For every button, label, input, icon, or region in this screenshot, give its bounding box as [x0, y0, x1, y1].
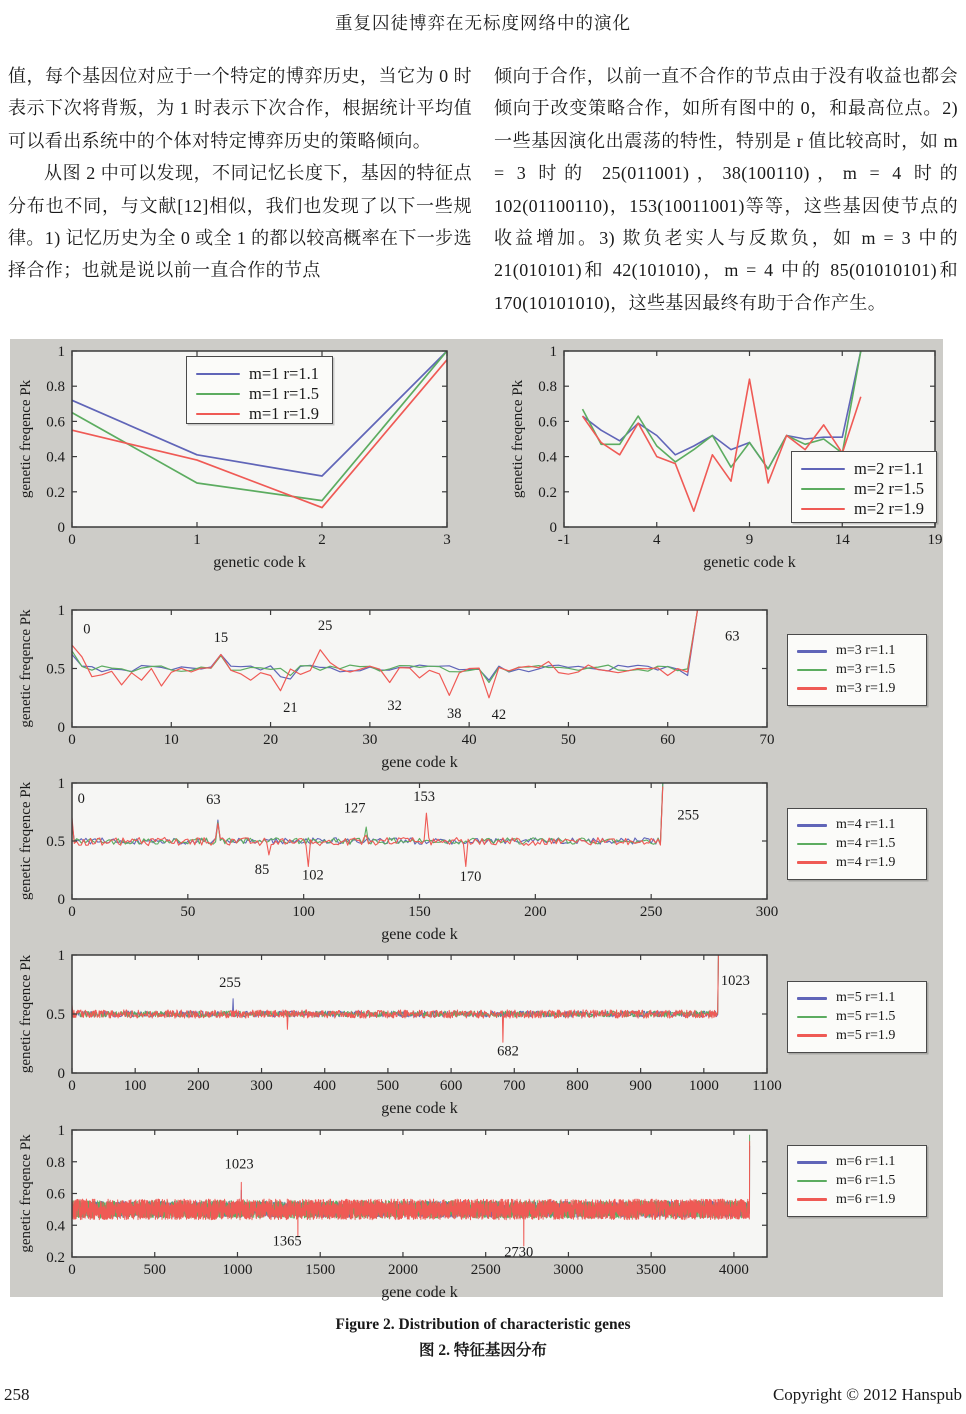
legend-item [797, 990, 917, 1006]
x-axis-label: genetic code k [213, 554, 306, 571]
legend-item [797, 662, 917, 678]
figure-caption-en: Figure 2. Distribution of characteristic genes [335, 1316, 631, 1333]
annotation-label: 153 [413, 788, 436, 805]
paragraph: 从图 2 中可以发现，不同记忆长度下，基因的特征点分布也不同，与文献[12]相似，我们也发现了以下一些规律。1) 记忆历史为全 0 或全 1 的都以较高概率在下一步选择合作；也就是说以前一直合作的节点 [8, 163, 472, 281]
annotation-label: 255 [677, 807, 700, 824]
legend-item [797, 836, 917, 852]
annotation-label: 1023 [224, 1156, 254, 1173]
x-tick-label: 10 [163, 732, 179, 748]
legend-item [797, 681, 917, 697]
x-axis-label: gene code k [381, 754, 458, 771]
x-tick-label: 800 [566, 1078, 589, 1094]
y-tick-label: 0 [57, 1066, 65, 1082]
x-tick-label: 4 [653, 532, 661, 548]
legend-label: m=2 r=1.9 [854, 499, 924, 518]
legend-line-sample [797, 1034, 827, 1037]
annotation-label: 25 [317, 618, 333, 635]
legend-line-sample [797, 843, 827, 846]
legend-label: m=1 r=1.1 [249, 364, 319, 383]
y-tick-label: 0.5 [46, 1007, 65, 1023]
x-tick-label: 3 [443, 532, 451, 548]
legend-line-sample [797, 669, 827, 672]
x-tick-label: 0 [68, 1078, 76, 1094]
legend-item [797, 1173, 917, 1189]
legend-item [797, 817, 917, 833]
x-tick-label: 14 [834, 532, 850, 548]
annotation-label: 85 [254, 861, 270, 878]
annotation-label: 38 [447, 705, 462, 722]
legend-m1 [186, 356, 333, 424]
chart-svg-m6 [14, 1113, 779, 1301]
y-tick-label: 0.2 [538, 484, 557, 501]
annotation-label: 1365 [272, 1233, 302, 1250]
legend-label: m=1 r=1.9 [249, 404, 319, 423]
annotation-label: 21 [283, 700, 298, 717]
y-tick-label: 0.6 [46, 414, 65, 431]
annotation-label: 170 [459, 868, 482, 885]
x-axis-label: gene code k [381, 1100, 458, 1117]
x-tick-label: 1000 [688, 1078, 719, 1094]
legend-label: m=2 r=1.5 [854, 479, 924, 498]
y-tick-label: 1 [57, 344, 65, 360]
legend-label: m=3 r=1.9 [836, 680, 896, 696]
x-tick-label: 200 [187, 1078, 210, 1094]
x-tick-label: 400 [313, 1078, 336, 1094]
annotation-label: 0 [77, 791, 85, 808]
legend-item [797, 643, 917, 659]
legend-m6 [787, 1145, 927, 1217]
x-tick-label: 3500 [636, 1262, 667, 1278]
legend-item [801, 459, 927, 479]
legend-item [797, 1154, 917, 1170]
legend-m3 [787, 634, 927, 706]
y-tick-label: 0 [57, 720, 65, 736]
legend-line-sample [797, 687, 827, 690]
x-tick-label: 2500 [470, 1262, 501, 1278]
x-tick-label: 0 [68, 1262, 76, 1278]
legend-label: m=1 r=1.5 [249, 384, 319, 403]
text-column-left [8, 60, 472, 287]
x-tick-label: -1 [557, 532, 571, 548]
paragraph: 值，每个基因位对应于一个特定的博弈历史，当它为 0 时表示下次将背叛，为 1 时表示下次合作，根据统计平均值可以看出系统中的个体对特定博弈历史的策略倾向。 [8, 66, 472, 151]
legend-label: m=6 r=1.5 [836, 1172, 896, 1188]
x-tick-label: 0 [68, 904, 76, 920]
y-tick-label: 1 [57, 948, 65, 964]
y-tick-label: 0.5 [46, 834, 65, 850]
annotation-label: 255 [219, 975, 241, 992]
y-axis-label: genetic freqence Pk [510, 379, 526, 499]
x-tick-label: 150 [408, 904, 431, 920]
y-tick-label: 1 [549, 344, 557, 360]
legend-label: m=2 r=1.1 [854, 459, 924, 478]
paragraph: 倾向于合作，以前一直不合作的节点由于没有收益也都会倾向于改变策略合作，如所有图中的 0，和最高位点。2) 一些基因演化出震荡的特性，特别是 r 值比较高时，如 m = 3 时的 25(011001)，38(100110)，m = 4 时的 102(01100110)，153(10011001)等等，这些基因使节点的收益增加。3) 欺负老实人与反欺负，如 m = 3 中的 21(010101)和 42(101010)，m = 4 中的 85(01010101)和 170(10101010)，这些基因最终有助于合作产生。 [494, 66, 958, 313]
annotation-label: 127 [343, 800, 366, 817]
y-tick-label: 0.4 [46, 449, 65, 466]
y-tick-label: 0.6 [46, 1186, 65, 1203]
x-tick-label: 50 [180, 904, 196, 920]
annotation-label: 63 [725, 628, 740, 645]
x-tick-label: 700 [503, 1078, 526, 1094]
annotation-label: 15 [213, 629, 229, 646]
y-tick-label: 0.8 [538, 379, 557, 396]
legend-label: m=4 r=1.1 [836, 817, 896, 833]
legend-item [801, 479, 927, 499]
x-tick-label: 1 [193, 532, 201, 548]
x-tick-label: 1100 [752, 1078, 782, 1094]
legend-line-sample [801, 468, 845, 471]
plot-area [72, 1130, 767, 1257]
legend-item [196, 364, 323, 384]
legend-label: m=5 r=1.9 [836, 1027, 896, 1043]
x-tick-label: 0 [68, 532, 76, 548]
legend-item [801, 499, 927, 519]
x-tick-label: 40 [461, 732, 477, 748]
legend-line-sample [797, 1180, 827, 1183]
y-tick-label: 0.2 [46, 484, 65, 501]
y-axis-label: genetic freqence Pk [18, 1134, 34, 1253]
annotation-label: 32 [387, 697, 402, 714]
legend-m4 [787, 808, 927, 880]
copyright-notice: Copyright © 2012 Hanspub [772, 1385, 962, 1404]
x-tick-label: 200 [524, 904, 547, 920]
legend-label: m=4 r=1.9 [836, 854, 896, 870]
legend-line-sample [797, 1198, 827, 1201]
legend-line-sample [797, 997, 827, 1000]
y-tick-label: 0.4 [46, 1218, 65, 1235]
x-axis-label: genetic code k [703, 554, 796, 571]
annotation-label: 682 [497, 1043, 519, 1060]
legend-line-sample [801, 488, 845, 491]
chart-svg-m4 [14, 766, 779, 943]
x-tick-label: 9 [745, 532, 754, 548]
x-tick-label: 300 [755, 904, 779, 920]
x-tick-label: 3000 [553, 1262, 584, 1278]
x-tick-label: 1500 [305, 1262, 336, 1278]
annotation-label: 102 [302, 867, 324, 884]
x-tick-label: 19 [927, 532, 943, 548]
y-tick-label: 0.8 [46, 379, 65, 396]
x-tick-label: 500 [376, 1078, 400, 1094]
y-tick-label: 0.5 [46, 661, 65, 678]
legend-label: m=5 r=1.5 [836, 1008, 896, 1024]
chart-svg-m5 [14, 940, 782, 1117]
legend-item [797, 1192, 917, 1208]
x-tick-label: 20 [263, 732, 279, 748]
y-axis-label: genetic freqence Pk [18, 781, 34, 901]
legend-line-sample [196, 393, 240, 396]
page-number: 258 [4, 1385, 30, 1404]
legend-label: m=4 r=1.5 [836, 835, 896, 851]
x-axis-label: gene code k [381, 926, 458, 943]
y-tick-label: 0 [549, 520, 557, 536]
x-tick-label: 2 [318, 532, 326, 548]
x-tick-label: 50 [560, 732, 576, 748]
x-tick-label: 70 [759, 732, 775, 748]
chart-m6 [14, 1113, 779, 1301]
annotation-label: 1023 [720, 972, 750, 989]
figure-caption-zh: 图 2. 特征基因分布 [419, 1342, 547, 1359]
legend-label: m=3 r=1.1 [836, 643, 896, 659]
legend-line-sample [797, 824, 827, 827]
legend-line-sample [797, 861, 827, 864]
legend-line-sample [196, 413, 240, 416]
annotation-label: 42 [491, 707, 507, 724]
y-tick-label: 0.2 [46, 1250, 65, 1266]
legend-label: m=6 r=1.1 [836, 1154, 896, 1170]
y-tick-label: 1 [57, 603, 65, 619]
y-tick-label: 0 [57, 520, 65, 536]
chart-m5 [14, 940, 782, 1117]
x-tick-label: 4000 [718, 1262, 749, 1278]
y-tick-label: 1 [57, 776, 65, 792]
y-axis-label: genetic freqence Pk [18, 379, 34, 499]
page-title: 重复囚徒博弈在无标度网络中的演化 [335, 13, 631, 33]
x-tick-label: 300 [250, 1078, 273, 1094]
y-axis-label: genetic freqence Pk [18, 954, 34, 1074]
x-tick-label: 2000 [387, 1262, 418, 1278]
x-tick-label: 0 [68, 732, 76, 748]
text-column-right [494, 60, 958, 319]
legend-item [196, 384, 323, 404]
legend-m5 [787, 981, 927, 1053]
legend-label: m=3 r=1.5 [836, 661, 896, 677]
chart-svg-m3 [14, 592, 779, 771]
x-axis-label: gene code k [381, 1284, 458, 1301]
y-tick-label: 1 [57, 1123, 65, 1139]
legend-item [196, 404, 323, 424]
y-axis-label: genetic freqence Pk [18, 609, 34, 728]
annotation-label: 2730 [504, 1244, 534, 1261]
y-tick-label: 0.6 [538, 414, 557, 431]
x-tick-label: 500 [143, 1262, 166, 1278]
y-tick-label: 0 [57, 892, 65, 908]
x-tick-label: 900 [629, 1078, 652, 1094]
annotation-label: 63 [206, 792, 221, 809]
legend-item [797, 1009, 917, 1025]
chart-m4 [14, 766, 779, 943]
legend-line-sample [801, 508, 845, 511]
legend-label: m=6 r=1.9 [836, 1191, 896, 1207]
annotation-label: 0 [83, 621, 91, 638]
chart-m3 [14, 592, 779, 771]
legend-m2 [791, 451, 937, 523]
x-tick-label: 60 [660, 732, 676, 748]
legend-line-sample [797, 650, 827, 653]
legend-line-sample [797, 1016, 827, 1019]
x-tick-label: 30 [362, 732, 378, 748]
legend-item [797, 1028, 917, 1044]
x-tick-label: 600 [439, 1078, 463, 1094]
y-tick-label: 0.8 [46, 1154, 65, 1171]
x-tick-label: 100 [292, 904, 315, 920]
legend-label: m=5 r=1.1 [836, 990, 896, 1006]
x-tick-label: 1000 [222, 1262, 253, 1278]
legend-line-sample [797, 1161, 827, 1164]
legend-line-sample [196, 373, 240, 376]
legend-item [797, 855, 917, 871]
x-tick-label: 250 [639, 904, 663, 920]
y-tick-label: 0.4 [538, 449, 557, 466]
x-tick-label: 100 [123, 1078, 147, 1094]
